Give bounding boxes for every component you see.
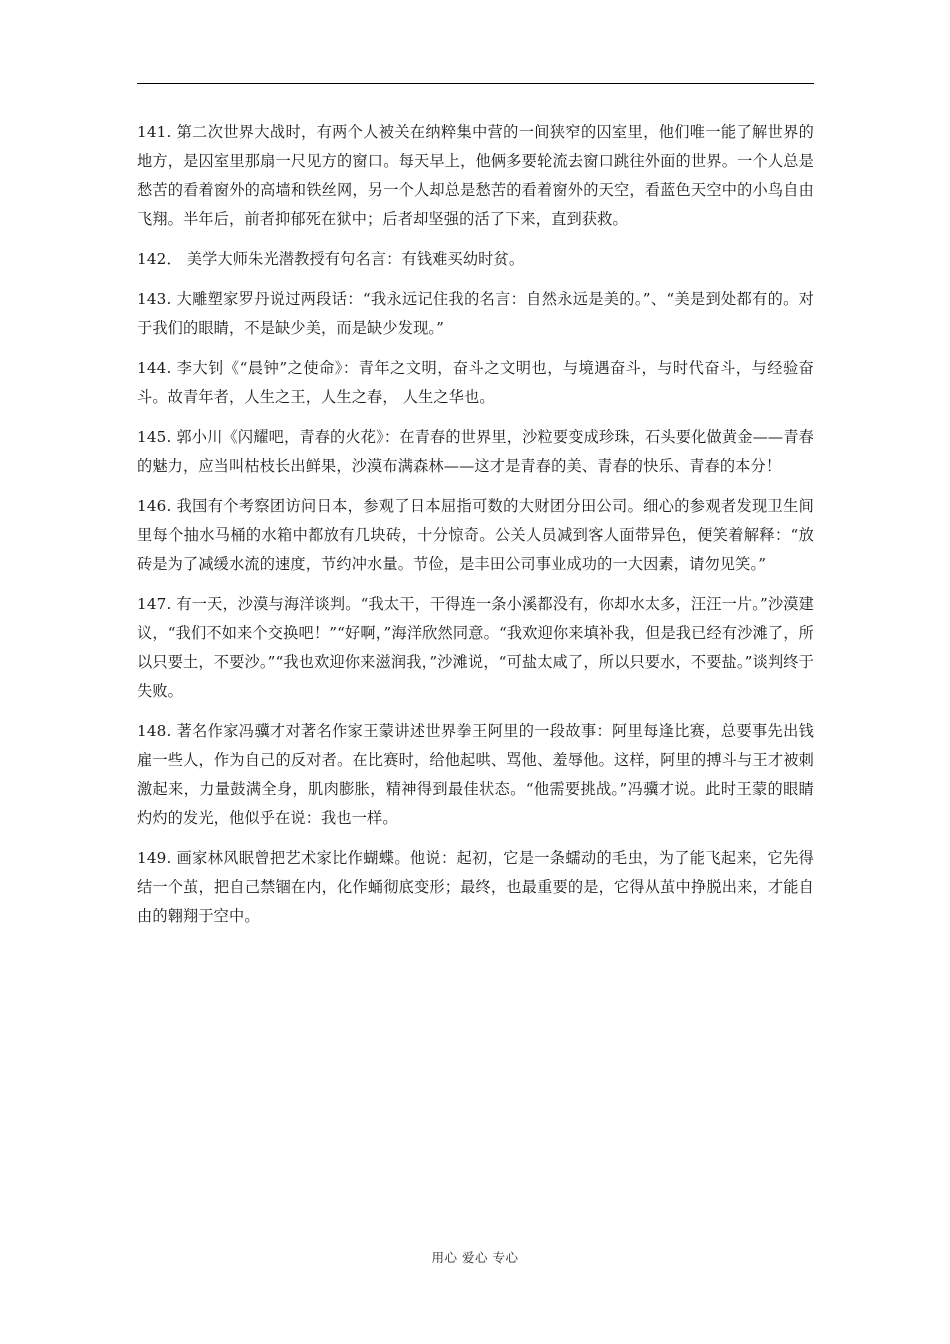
paragraph-148: 148. 著名作家冯骥才对著名作家王蒙讲述世界拳王阿里的一段故事：阿里每逢比赛，总要事先出钱雇一些人，作为自己的反对者。在比赛时，给他起哄、骂他、羞辱他。这样，阿里的搏斗与王才被刺激起来，力量鼓满全身，肌肉膨胀，精神得到最佳状态。“他需要挑战。”冯骥才说。此时王蒙的眼睛灼灼的发光，他似乎在说：我也一样。 [137, 722, 814, 827]
paragraph-143: 143. 大雕塑家罗丹说过两段话：“我永远记住我的名言：自然永远是美的。”、“美是到处都有的。对于我们的眼睛，不是缺少美，而是缺少发现。” [137, 290, 814, 337]
paragraph-147: 147. 有一天，沙漠与海洋谈判。“我太干，干得连一条小溪都没有，你却水太多，汪汪一片。”沙漠建议，“我们不如来个交换吧！”“好啊，”海洋欣然同意。“我欢迎你来填补我，但是我已经有沙滩了，所以只要土，不要沙。”“我也欢迎你来滋润我，”沙滩说，“可盐太咸了，所以只要水，不要盐。”谈判终于失败。 [137, 595, 814, 700]
page-footer: 用心 爱心 专心 [431, 1250, 519, 1265]
paragraph-144: 144. 李大钊《“晨钟”之使命》：青年之文明，奋斗之文明也，与境遇奋斗，与时代奋斗，与经验奋斗。故青年者，人生之王，人生之春， 人生之华也。 [137, 359, 814, 406]
paragraph-142: 142． 美学大师朱光潜教授有句名言：有钱难买幼时贫。 [137, 250, 525, 268]
document-body [137, 118, 814, 942]
header-rule [137, 83, 814, 84]
paragraph-146: 146. 我国有个考察团访问日本，参观了日本屈指可数的大财团分田公司。细心的参观者发现卫生间里每个抽水马桶的水箱中都放有几块砖，十分惊奇。公关人员减到客人面带异色，便笑着解释：“放砖是为了减缓水流的速度，节约冲水量。节俭，是丰田公司事业成功的一大因素，请勿见笑。” [137, 497, 814, 573]
paragraph-149: 149. 画家林风眠曾把艺术家比作蝴蝶。他说：起初，它是一条蠕动的毛虫，为了能飞起来，它先得结一个茧，把自己禁锢在内，化作蛹彻底变形；最终，也最重要的是，它得从茧中挣脱出来，才能自由的翱翔于空中。 [137, 849, 814, 925]
paragraph-141: 141. 第二次世界大战时，有两个人被关在纳粹集中营的一间狭窄的囚室里，他们唯一能了解世界的地方，是囚室里那扇一尺见方的窗口。每天早上，他俩多要轮流去窗口跳往外面的世界。一个人总是愁苦的看着窗外的高墙和铁丝网，另一个人却总是愁苦的看着窗外的天空，看蓝色天空中的小鸟自由飞翔。半年后，前者抑郁死在狱中；后者却坚强的活了下来，直到获救。 [137, 123, 814, 228]
paragraph-145: 145. 郭小川《闪耀吧，青春的火花》：在青春的世界里，沙粒要变成珍珠，石头要化做黄金——青春的魅力，应当叫枯枝长出鲜果，沙漠布满森林——这才是青春的美、青春的快乐、青春的本分！ [137, 428, 814, 475]
